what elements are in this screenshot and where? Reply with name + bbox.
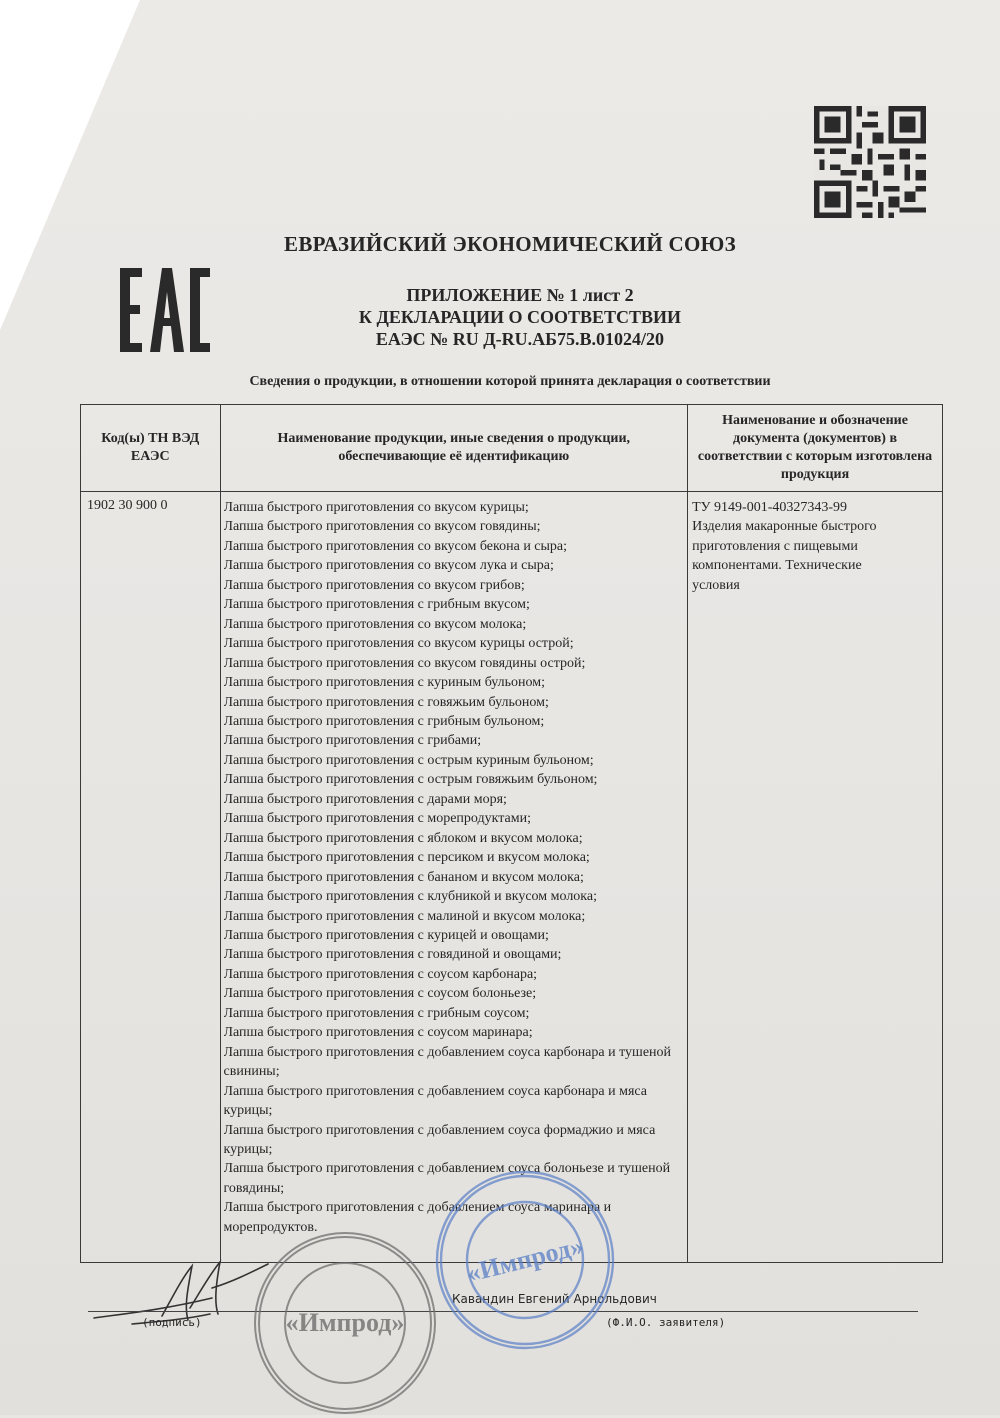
doc-line: Изделия макаронные быстрого xyxy=(692,519,877,535)
signature-label: (подпись) xyxy=(142,1316,202,1329)
appendix-line-2: К ДЕКЛАРАЦИИ О СООТВЕТСТВИИ xyxy=(358,307,682,327)
table-header-row xyxy=(81,405,943,492)
union-title: ЕВРАЗИЙСКИЙ ЭКОНОМИЧЕСКИЙ СОЮЗ xyxy=(284,232,736,256)
signer-name: Кавандин Евгений Арнольдович xyxy=(452,1292,657,1306)
product-item: Лапша быстрого приготовления с говядиной и овощами; xyxy=(223,947,562,963)
doc-line: компонентами. Технические xyxy=(692,558,862,574)
tnved-code: 1902 30 900 0 xyxy=(81,492,221,1263)
product-item: Лапша быстрого приготовления с острым говяжьим бульоном; xyxy=(223,772,598,788)
product-item: Лапша быстрого приготовления с грибами; xyxy=(223,733,482,749)
product-names-cell xyxy=(220,492,688,1263)
product-item: Лапша быстрого приготовления с куриным бульоном; xyxy=(223,675,546,691)
fio-label: (Ф.И.О. заявителя) xyxy=(606,1316,726,1329)
product-item: Лапша быстрого приготовления с соусом карбонара; xyxy=(223,966,538,982)
product-item: Лапша быстрого приготовления с грибным бульоном; xyxy=(223,713,545,729)
product-item: Лапша быстрого приготовления с соусом болоньезе; xyxy=(223,986,537,1002)
product-item: Лапша быстрого приготовления с бананом и вкусом молока; xyxy=(223,869,584,885)
product-item: Лапша быстрого приготовления со вкусом курицы; xyxy=(223,500,529,515)
product-item: Лапша быстрого приготовления с морепродуктами; xyxy=(223,811,531,827)
qr-code-icon xyxy=(814,106,926,218)
doc-line: приготовления с пищевыми xyxy=(692,538,858,554)
product-item: Лапша быстрого приготовления с персиком и вкусом молока; xyxy=(223,850,590,866)
product-item: Лапша быстрого приготовления с яблоком и вкусом молока; xyxy=(223,830,583,846)
product-item: Лапша быстрого приготовления со вкусом говядины острой; xyxy=(223,655,586,671)
product-item: Лапша быстрого приготовления с добавлением соуса маринара и морепродуктов. xyxy=(223,1200,612,1235)
product-item: Лапша быстрого приготовления с добавлением соуса болоньезе и тушеной говядины; xyxy=(223,1161,671,1196)
product-item: Лапша быстрого приготовления с острым куриным бульоном; xyxy=(223,752,594,768)
product-item: Лапша быстрого приготовления со вкусом курицы острой; xyxy=(223,636,574,652)
product-item: Лапша быстрого приготовления с соусом маринара; xyxy=(223,1025,533,1041)
header-doc: Наименование и обозначение документа (документов) в соответствии с которым изготовлена продукция xyxy=(688,405,943,492)
eac-mark-icon xyxy=(116,262,212,358)
product-info-caption: Сведения о продукции, в отношении которой принята декларация о соответствии xyxy=(249,374,771,389)
product-item: Лапша быстрого приготовления с добавлением соуса формаджио и мяса курицы; xyxy=(223,1122,656,1157)
stamp-a-center-text: «Импрод» xyxy=(285,1308,405,1337)
header-code: Код(ы) ТН ВЭД ЕАЭС xyxy=(81,405,221,492)
product-item: Лапша быстрого приготовления с грибным соусом; xyxy=(223,1005,530,1021)
product-item: Лапша быстрого приготовления с клубникой и вкусом молока; xyxy=(223,889,598,905)
product-item: Лапша быстрого приготовления со вкусом бекона и сыра; xyxy=(223,538,568,554)
products-table xyxy=(80,404,943,1263)
appendix-line-1: ПРИЛОЖЕНИЕ № 1 лист 2 xyxy=(406,285,634,305)
product-item: Лапша быстрого приготовления с грибным вкусом; xyxy=(223,597,530,613)
product-item: Лапша быстрого приготовления со вкусом молока; xyxy=(223,616,527,632)
product-item: Лапша быстрого приготовления со вкусом лука и сыра; xyxy=(223,558,554,574)
doc-line: условия xyxy=(692,577,740,593)
company-stamp-icon xyxy=(250,1228,440,1418)
product-item: Лапша быстрого приготовления с малиной и вкусом молока; xyxy=(223,908,586,924)
appendix-heading xyxy=(290,284,750,350)
product-item: Лапша быстрого приготовления с добавлением соуса карбонара и тушеной свинины; xyxy=(223,1044,672,1080)
standard-document-cell xyxy=(688,492,943,1263)
product-item: Лапша быстрого приготовления с добавлением соуса карбонара и мяса курицы; xyxy=(223,1083,648,1119)
doc-line: ТУ 9149-001-40327343-99 xyxy=(692,500,848,515)
product-item: Лапша быстрого приготовления с курицей и овощами; xyxy=(223,927,549,943)
appendix-line-3: ЕАЭС № RU Д-RU.АБ75.В.01024/20 xyxy=(375,329,665,349)
product-item: Лапша быстрого приготовления с дарами моря; xyxy=(223,791,507,807)
blue-company-stamp-icon xyxy=(430,1165,620,1355)
product-item: Лапша быстрого приготовления со вкусом грибов; xyxy=(223,577,525,593)
product-item: Лапша быстрого приготовления с говяжьим бульоном; xyxy=(223,694,549,710)
table-row xyxy=(81,492,943,1263)
header-name: Наименование продукции, иные сведения о продукции, обеспечивающие её идентификацию xyxy=(220,405,688,492)
stamp-b-center-text: «Импрод» xyxy=(463,1231,587,1288)
product-item: Лапша быстрого приготовления со вкусом говядины; xyxy=(223,519,541,535)
